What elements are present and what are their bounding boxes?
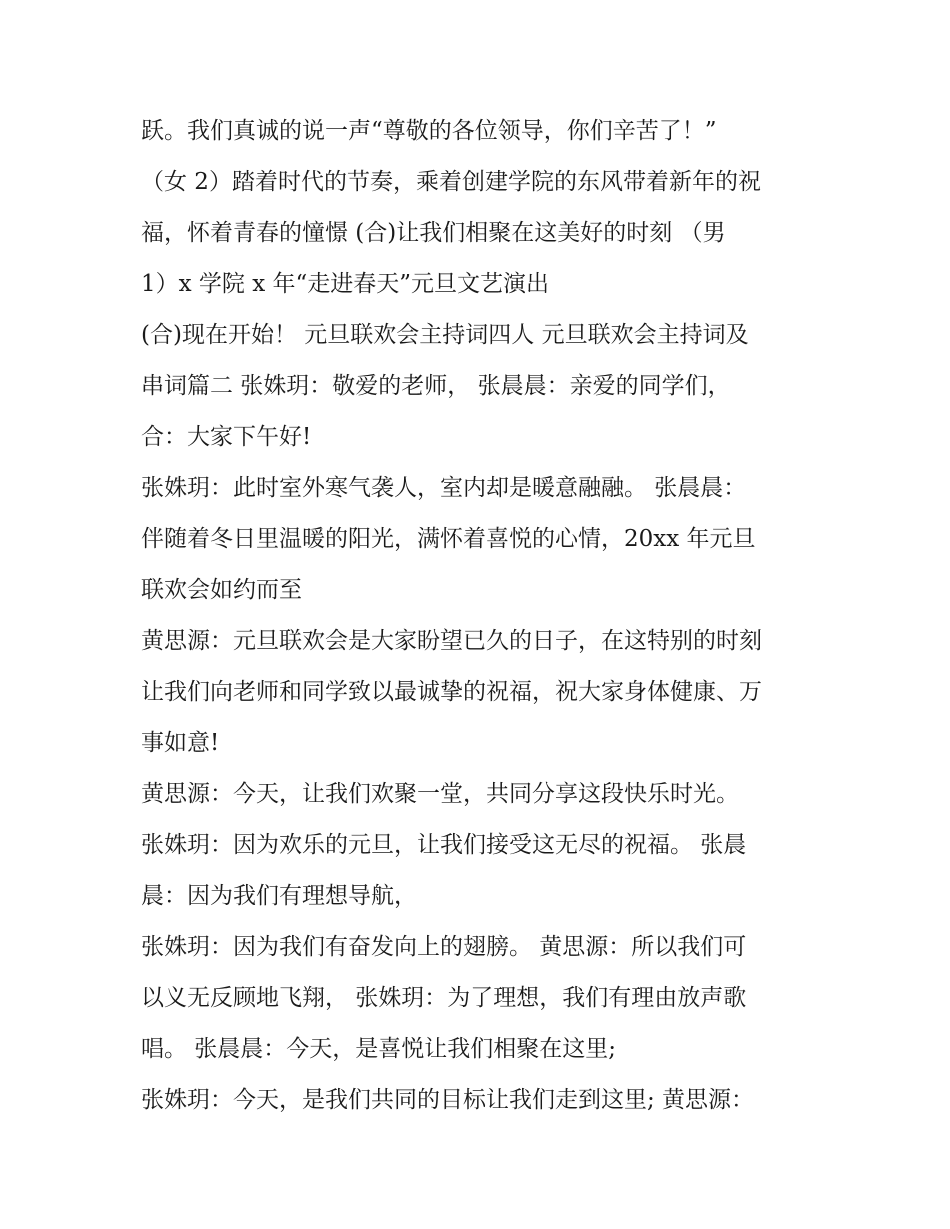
- text-line-13: 事如意!: [141, 730, 220, 756]
- text-line-17: 张姝玥：因为我们有奋发向上的翅膀。 黄思源：所以我们可: [141, 934, 747, 960]
- text-line-19: 唱。 张晨晨：今天，是喜悦让我们相聚在这里;: [141, 1036, 617, 1062]
- text-line-5: (合)现在开始！ 元旦联欢会主持词四人 元旦联欢会主持词及: [141, 322, 749, 348]
- text-line-8: 张姝玥：此时室外寒气袭人，室内却是暖意融融。 张晨晨：: [141, 475, 747, 501]
- text-line-9: 伴随着冬日里温暖的阳光，满怀着喜悦的心情，20xx 年元旦: [141, 526, 756, 552]
- text-line-7: 合：大家下午好!: [141, 424, 312, 450]
- text-line-12: 让我们向老师和同学致以最诚挚的祝福，祝大家身体健康、万: [141, 679, 762, 705]
- text-line-18: 以义无反顾地飞翔， 张姝玥：为了理想，我们有理由放声歌: [141, 985, 747, 1011]
- text-line-20: 张姝玥：今天，是我们共同的目标让我们走到这里; 黄思源：: [141, 1087, 755, 1113]
- text-line-1: 跃。我们真诚的说一声“尊敬的各位领导，你们辛苦了！”: [141, 118, 717, 144]
- text-line-4: 1）x 学院 x 年“走进春天”元旦文艺演出: [141, 271, 550, 297]
- text-line-16: 晨：因为我们有理想导航，: [141, 883, 417, 909]
- text-line-2: （女 2）踏着时代的节奏，乘着创建学院的东风带着新年的祝: [141, 169, 761, 195]
- text-line-10: 联欢会如约而至: [141, 577, 302, 603]
- text-line-15: 张姝玥：因为欢乐的元旦，让我们接受这无尽的祝福。 张晨: [141, 832, 747, 858]
- text-line-11: 黄思源：元旦联欢会是大家盼望已久的日子，在这特别的时刻: [141, 628, 762, 654]
- document-body: [141, 106, 821, 1126]
- text-line-6: 串词篇二 张姝玥：敬爱的老师， 张晨晨：亲爱的同学们，: [141, 373, 731, 399]
- text-line-3: 福，怀着青春的憧憬 (合)让我们相聚在这美好的时刻 （男: [141, 220, 726, 246]
- text-line-14: 黄思源：今天，让我们欢聚一堂，共同分享这段快乐时光。: [141, 781, 739, 807]
